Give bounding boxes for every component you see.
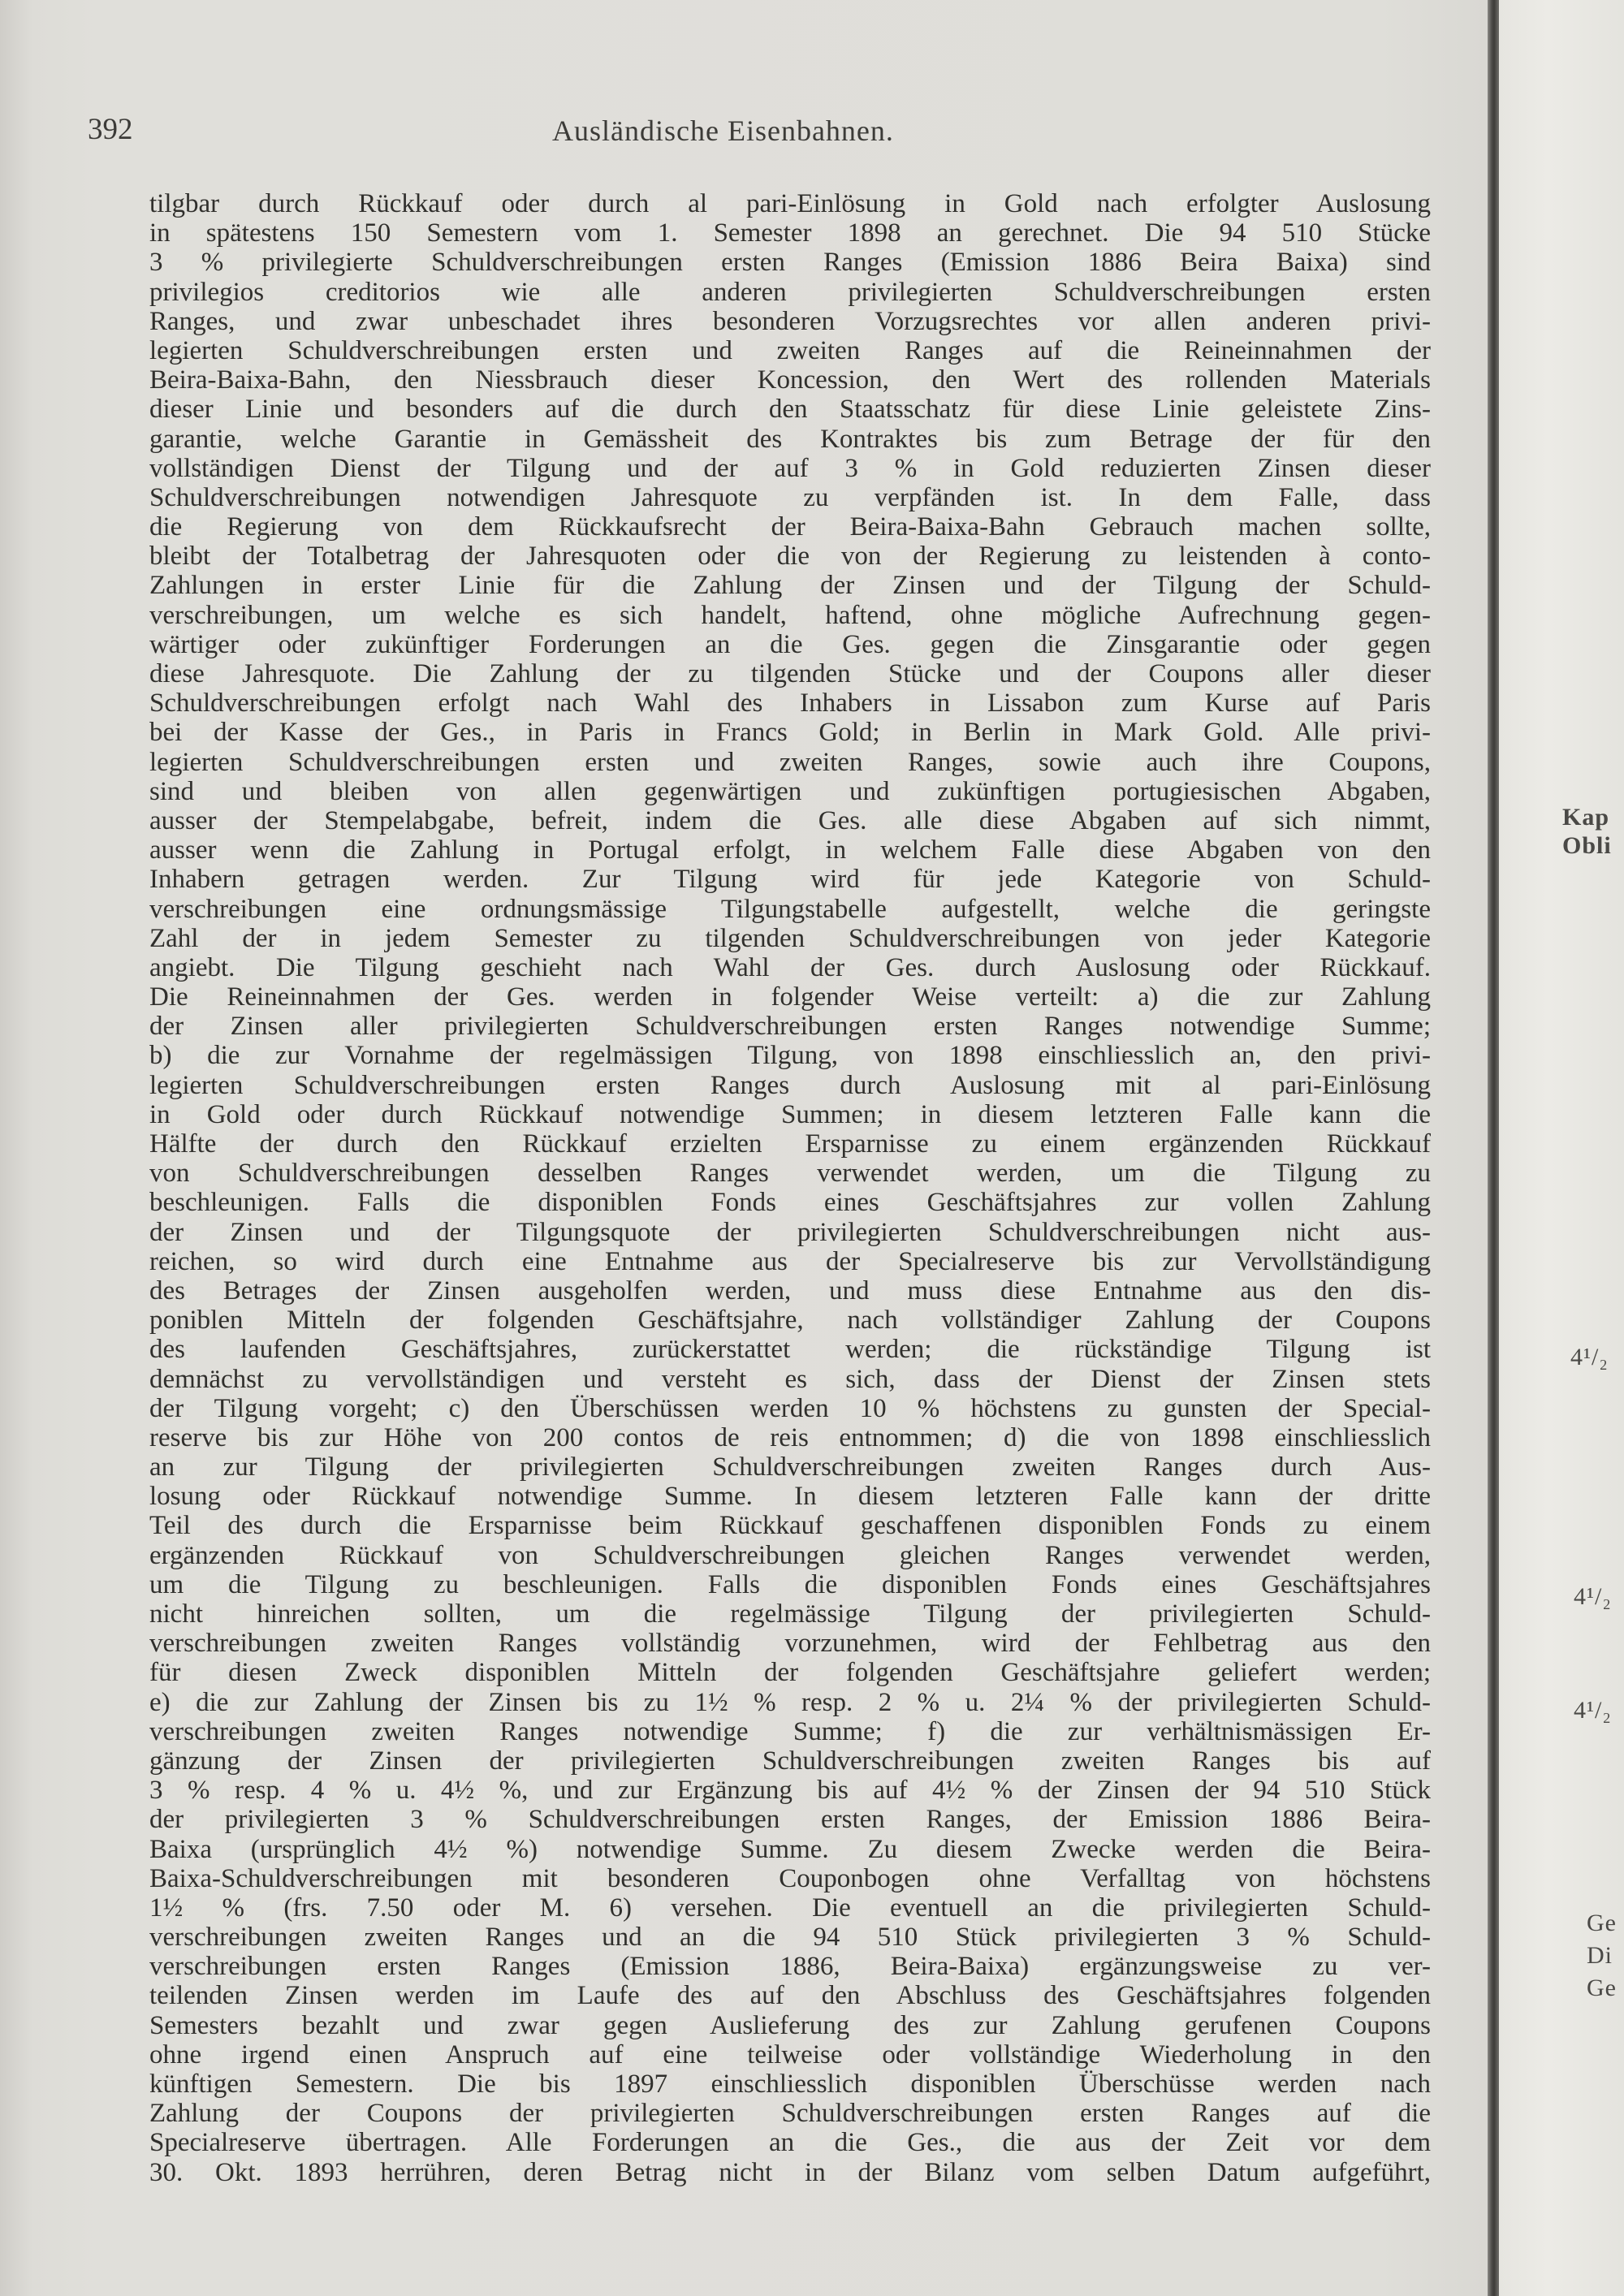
text-line: verschreibungen zweiten Ranges und an die 94 510 Stück privilegierten 3 % Schuld- [149,1923,1431,1953]
text-line: der Zinsen und der Tilgungsquote der privilegierten Schuldverschreibungen nicht aus- [149,1217,1431,1247]
text-line: angiebt. Die Tilgung geschieht nach Wahl der Ges. durch Auslosung oder Rückkauf. [149,952,1431,982]
text-line: verschreibungen zweiten Ranges vollständig vorzunehmen, wird der Fehlbetrag aus den [149,1629,1431,1659]
text-line: Baixa-Schuldverschreibungen mit besonderen Couponbogen ohne Verfalltag von höchstens [149,1863,1431,1893]
text-line: legierten Schuldverschreibungen ersten und zweiten Ranges, sowie auch ihre Coupons, [149,747,1431,777]
text-line: ergänzenden Rückkauf von Schuldverschreibungen gleichen Ranges verwendet werden, [149,1540,1431,1570]
text-line: privilegios creditorios wie alle anderen privilegierten Schuldverschreibungen ersten [149,277,1431,307]
adjacent-fragment: Ge [1587,1910,1617,1936]
text-line: demnächst zu vervollständigen und versteht es sich, dass der Dienst der Zinsen stets [149,1364,1431,1394]
text-line: nicht hinreichen sollten, um die regelmässige Tilgung der privilegierten Schuld- [149,1599,1431,1629]
text-line: Zahl der in jedem Semester zu tilgenden Schuldverschreibungen von jeder Kategorie [149,923,1431,953]
adjacent-fragment: Kap [1562,804,1610,831]
text-line: Beira-Baixa-Bahn, den Niessbrauch dieser Koncession, den Wert des rollenden Materials [149,365,1431,395]
text-line: dieser Linie und besonders auf die durch den Staatsschatz für diese Linie geleistete Zins- [149,395,1431,425]
text-line: Specialreserve übertragen. Alle Forderungen an die Ges., die aus der Zeit vor dem [149,2128,1431,2158]
text-line: um die Tilgung zu beschleunigen. Falls die disponiblen Fonds eines Geschäftsjahres [149,1569,1431,1599]
text-line: vollständigen Dienst der Tilgung und der auf 3 % in Gold reduzierten Zinsen dieser [149,453,1431,483]
text-line: legierten Schuldverschreibungen ersten Ranges durch Auslosung mit al pari-Einlösung [149,1070,1431,1100]
text-line: der Zinsen aller privilegierten Schuldverschreibungen ersten Ranges notwendige Summe; [149,1012,1431,1042]
adjacent-fragment: 4¹/₂ [1574,1583,1612,1610]
text-line: der privilegierten 3 % Schuldverschreibungen ersten Ranges, der Emission 1886 Beira- [149,1805,1431,1835]
text-line: 30. Okt. 1893 herrühren, deren Betrag nicht in der Bilanz vom selben Datum aufgeführt, [149,2157,1431,2187]
book-gutter [1488,0,1499,2296]
adjacent-fragment: Di [1587,1942,1613,1969]
body-text [149,189,1431,2187]
text-line: garantie, welche Garantie in Gemässheit des Kontraktes bis zum Betrage der für den [149,424,1431,454]
text-line: ausser der Stempelabgabe, befreit, indem die Ges. alle diese Abgaben auf sich nimmt, [149,805,1431,835]
text-line: b) die zur Vornahme der regelmässigen Tilgung, von 1898 einschliesslich an, den privi- [149,1041,1431,1071]
text-line: ohne irgend einen Anspruch auf eine teilweise oder vollständige Wiederholung in den [149,2039,1431,2069]
text-line: 3 % resp. 4 % u. 4½ %, und zur Ergänzung bis auf 4½ % der Zinsen der 94 510 Stück [149,1776,1431,1806]
text-line: losung oder Rückkauf notwendige Summe. In diesem letzteren Falle kann der dritte [149,1482,1431,1512]
text-line: künftigen Semestern. Die bis 1897 einschliesslich disponiblen Überschüsse werden nach [149,2069,1431,2099]
text-line: teilenden Zinsen werden im Laufe des auf den Abschluss des Geschäftsjahres folgenden [149,1981,1431,2011]
page-number: 392 [88,113,133,146]
text-line: in spätestens 150 Semestern vom 1. Semester 1898 an gerechnet. Die 94 510 Stücke [149,218,1431,248]
text-line: Schuldverschreibungen erfolgt nach Wahl des Inhabers in Lissabon zum Kurse auf Paris [149,688,1431,719]
text-line: 1½ % (frs. 7.50 oder M. 6) versehen. Die eventuell an die privilegierten Schuld- [149,1892,1431,1923]
text-line: e) die zur Zahlung der Zinsen bis zu 1½ % resp. 2 % u. 2¼ % der privilegierten Schuld- [149,1687,1431,1717]
text-line: sind und bleiben von allen gegenwärtigen und zukünftigen portugiesischen Abgaben, [149,776,1431,806]
text-line: 3 % privilegierte Schuldverschreibungen ersten Ranges (Emission 1886 Beira Baixa) sind [149,248,1431,278]
adjacent-fragment: 4¹/₂ [1570,1344,1609,1370]
text-line: für diesen Zweck disponiblen Mitteln der folgenden Geschäftsjahre geliefert werden; [149,1658,1431,1688]
text-line: bei der Kasse der Ges., in Paris in Francs Gold; in Berlin in Mark Gold. Alle privi- [149,718,1431,748]
text-line: verschreibungen zweiten Ranges notwendige Summe; f) die zur verhältnismässigen Er- [149,1716,1431,1746]
text-line: wärtiger oder zukünftiger Forderungen an die Ges. gegen die Zinsgarantie oder gegen [149,629,1431,659]
text-line: verschreibungen, um welche es sich handelt, haftend, ohne mögliche Aufrechnung gegen- [149,600,1431,630]
text-line: gänzung der Zinsen der privilegierten Schuldverschreibungen zweiten Ranges bis auf [149,1746,1431,1776]
text-line: von Schuldverschreibungen desselben Ranges verwendet werden, um die Tilgung zu [149,1159,1431,1189]
text-line: Schuldverschreibungen notwendigen Jahresquote zu verpfänden ist. In dem Falle, dass [149,482,1431,512]
text-line: reserve bis zur Höhe von 200 contos de reis entnommen; d) die von 1898 einschliesslich [149,1422,1431,1452]
text-line: Die Reineinnahmen der Ges. werden in folgender Weise verteilt: a) die zur Zahlung [149,982,1431,1012]
text-line: des laufenden Geschäftsjahres, zurückerstattet werden; die rückständige Tilgung ist [149,1335,1431,1365]
text-line: legierten Schuldverschreibungen ersten und zweiten Ranges auf die Reineinnahmen der [149,335,1431,365]
text-line: Zahlungen in erster Linie für die Zahlung der Zinsen und der Tilgung der Schuld- [149,571,1431,601]
text-line: in Gold oder durch Rückkauf notwendige Summen; in diesem letzteren Falle kann die [149,1099,1431,1129]
text-line: Ranges, und zwar unbeschadet ihres besonderen Vorzugsrechtes vor allen anderen privi- [149,306,1431,336]
text-line: verschreibungen eine ordnungsmässige Tilgungstabelle aufgestellt, welche die geringste [149,894,1431,924]
text-line: des Betrages der Zinsen ausgeholfen werden, und muss diese Entnahme aus den dis- [149,1275,1431,1306]
text-line: der Tilgung vorgeht; c) den Überschüssen werden 10 % höchstens zu gunsten der Special- [149,1393,1431,1423]
text-line: Semesters bezahlt und zwar gegen Auslieferung des zur Zahlung gerufenen Coupons [149,2010,1431,2040]
adjacent-fragment: 4¹/₂ [1574,1697,1612,1724]
text-line: Inhabern getragen werden. Zur Tilgung wird für jede Kategorie von Schuld- [149,865,1431,895]
text-line: reichen, so wird durch eine Entnahme aus der Specialreserve bis zur Vervollständigung [149,1246,1431,1276]
text-line: die Regierung von dem Rückkaufsrecht der Beira-Baixa-Bahn Gebrauch machen sollte, [149,512,1431,542]
adjacent-fragment: Ge [1587,1974,1617,2001]
text-line: poniblen Mitteln der folgenden Geschäftsjahre, nach vollständiger Zahlung der Coupons [149,1306,1431,1336]
adjacent-page [1499,0,1624,2296]
text-line: beschleunigen. Falls die disponiblen Fonds eines Geschäftsjahres zur vollen Zahlung [149,1188,1431,1218]
adjacent-fragment: Obli [1562,832,1612,859]
running-title: Ausländische Eisenbahnen. [552,114,894,147]
text-line: diese Jahresquote. Die Zahlung der zu tilgenden Stücke und der Coupons aller dieser [149,659,1431,688]
text-line: bleibt der Totalbetrag der Jahresquoten oder die von der Regierung zu leistenden à conto- [149,542,1431,572]
text-line: an zur Tilgung der privilegierten Schuldverschreibungen zweiten Ranges durch Aus- [149,1452,1431,1482]
text-line: Baixa (ursprünglich 4½ %) notwendige Summe. Zu diesem Zwecke werden die Beira- [149,1834,1431,1864]
text-line: Hälfte der durch den Rückkauf erzielten Ersparnisse zu einem ergänzenden Rückkauf [149,1129,1431,1159]
text-line: Zahlung der Coupons der privilegierten Schuldverschreibungen ersten Ranges auf die [149,2099,1431,2129]
text-line: ausser wenn die Zahlung in Portugal erfolgt, in welchem Falle diese Abgaben von den [149,835,1431,865]
text-line: verschreibungen ersten Ranges (Emission 1886, Beira-Baixa) ergänzungsweise zu ver- [149,1952,1431,1982]
text-line: Teil des durch die Ersparnisse beim Rückkauf geschaffenen disponiblen Fonds zu einem [149,1511,1431,1541]
text-line: tilgbar durch Rückkauf oder durch al pari-Einlösung in Gold nach erfolgter Auslosung [149,189,1431,218]
